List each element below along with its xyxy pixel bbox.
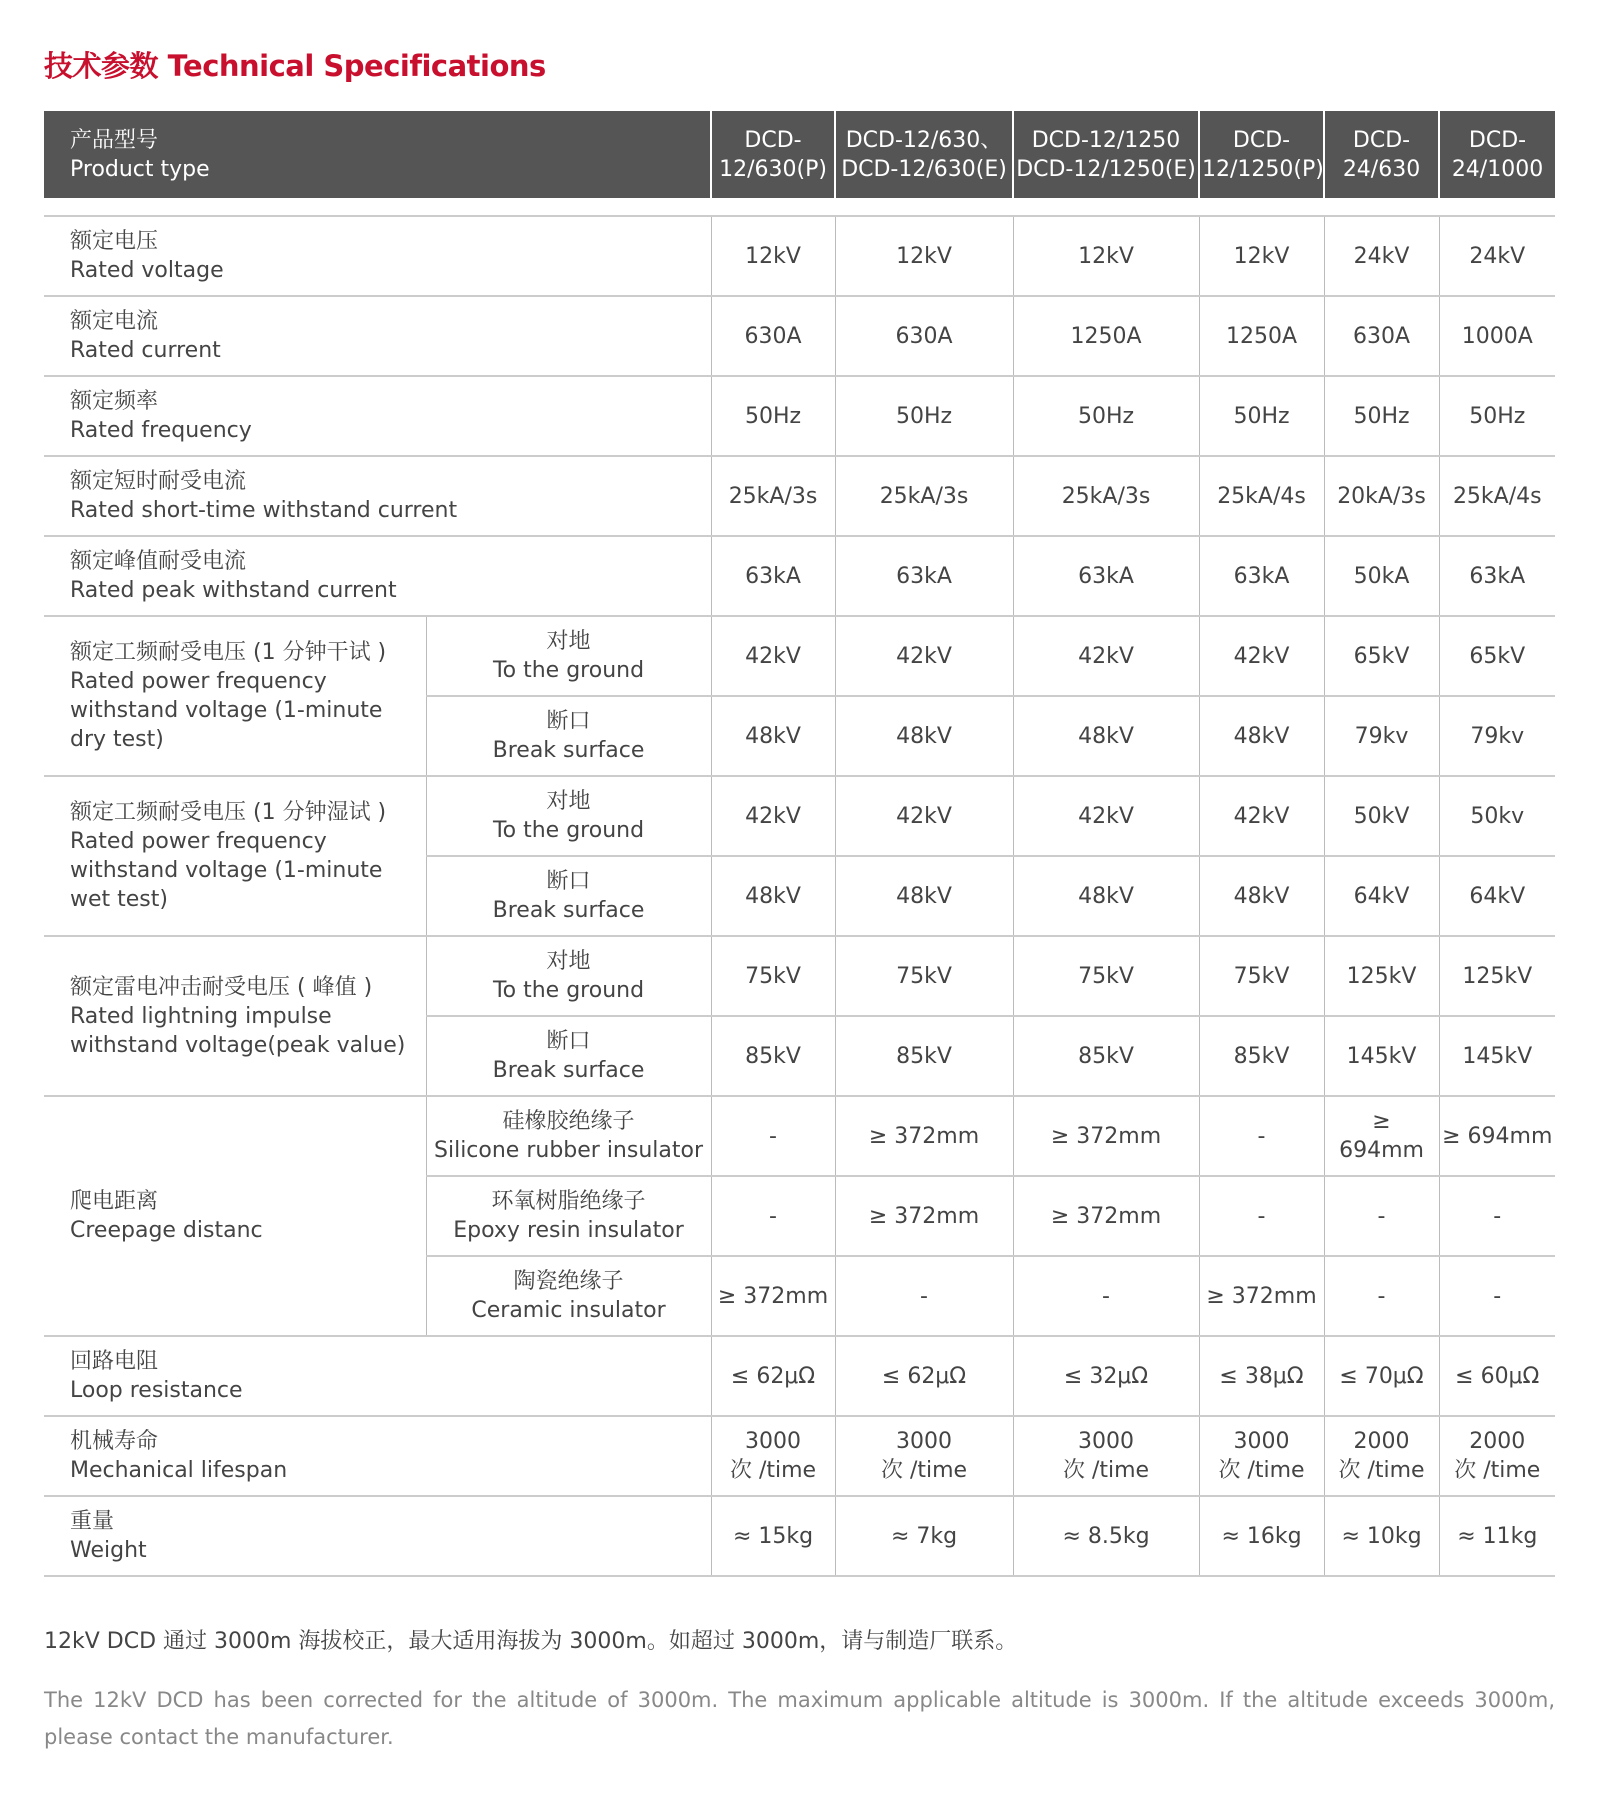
label-cn: 额定工频耐受电压 (1 分钟干试 )	[70, 640, 387, 665]
label-en: Mechanical lifespan	[70, 1458, 288, 1483]
label-cn: 额定峰值耐受电流	[70, 549, 247, 574]
value-cell: 42kV	[1199, 776, 1324, 856]
label-en: Rated power frequency withstand voltage (1-minute wet test)	[70, 829, 383, 912]
value-cell: 3000 次 /time	[835, 1416, 1013, 1496]
value-cell: 75kV	[1199, 936, 1324, 1016]
value-cell: 85kV	[1013, 1016, 1199, 1096]
value-cell: -	[1013, 1256, 1199, 1336]
value-cell: 3000 次 /time	[1013, 1416, 1199, 1496]
label-cn: 额定电流	[70, 309, 159, 334]
value-cell: ≥ 372mm	[835, 1176, 1013, 1256]
header-label-cn: 产品型号	[70, 127, 159, 153]
label-cn: 断口	[546, 709, 591, 734]
table-row	[44, 376, 1555, 456]
value-cell: 125kV	[1439, 936, 1555, 1016]
label-en: Rated current	[70, 338, 221, 363]
value-cell: 25kA/3s	[835, 456, 1013, 536]
label-en: Ceramic insulator	[471, 1298, 666, 1323]
sub-row-label	[426, 696, 711, 776]
value-cell: 12kV	[1013, 216, 1199, 296]
value-cell: 75kV	[1013, 936, 1199, 1016]
value-cell: 12kV	[711, 216, 835, 296]
label-en: Rated power frequency withstand voltage (1-minute dry test)	[70, 669, 383, 752]
value-cell: -	[1324, 1176, 1439, 1256]
value-cell: ≈ 16kg	[1199, 1496, 1324, 1576]
value-cell: 42kV	[1199, 616, 1324, 696]
value-cell: 2000 次 /time	[1439, 1416, 1555, 1496]
value-cell: 12kV	[835, 216, 1013, 296]
row-label	[44, 1336, 711, 1416]
value-cell: 48kV	[835, 696, 1013, 776]
value-cell: 85kV	[1199, 1016, 1324, 1096]
value-cell: 48kV	[711, 856, 835, 936]
model-header: DCD- 24/1000	[1439, 111, 1555, 198]
label-cn: 额定频率	[70, 389, 159, 414]
table-row	[44, 616, 1555, 696]
value-cell: 63kA	[1199, 536, 1324, 616]
header-label-en: Product type	[70, 156, 210, 182]
value-cell: 1250A	[1013, 296, 1199, 376]
label-cn: 对地	[546, 949, 591, 974]
label-cn: 对地	[546, 629, 591, 654]
value-cell: ≈ 8.5kg	[1013, 1496, 1199, 1576]
value-cell: 24kV	[1439, 216, 1555, 296]
value-cell: 63kA	[835, 536, 1013, 616]
value-cell: 75kV	[835, 936, 1013, 1016]
table-row	[44, 296, 1555, 376]
label-en: Rated frequency	[70, 418, 252, 443]
label-cn: 断口	[546, 1029, 591, 1054]
value-cell: ≤ 60μΩ	[1439, 1336, 1555, 1416]
value-cell: 50Hz	[835, 376, 1013, 456]
value-cell: -	[835, 1256, 1013, 1336]
value-cell: 125kV	[1324, 936, 1439, 1016]
label-en: To the ground	[492, 658, 645, 683]
value-cell: ≈ 11kg	[1439, 1496, 1555, 1576]
note-chinese: 12kV DCD 通过 3000m 海拔校正，最大适用海拔为 3000m。如超过 3000m，请与制造厂联系。	[44, 1629, 1018, 1654]
value-cell: 50kA	[1324, 536, 1439, 616]
value-cell: 145kV	[1324, 1016, 1439, 1096]
value-cell: 48kV	[835, 856, 1013, 936]
value-cell: 85kV	[711, 1016, 835, 1096]
value-cell: 63kA	[711, 536, 835, 616]
table-row	[44, 536, 1555, 616]
label-cn: 额定短时耐受电流	[70, 469, 247, 494]
header-row	[44, 111, 1555, 198]
label-en: Break surface	[492, 738, 645, 763]
value-cell: 64kV	[1324, 856, 1439, 936]
spec-table	[44, 111, 1555, 1577]
row-label	[44, 1496, 711, 1576]
note-english: The 12kV DCD has been corrected for the altitude of 3000m. The maximum applicable altitude is 3000m. If the altitude exceeds 3000m, please contact the manufacturer.	[44, 1688, 1555, 1749]
value-cell: 42kV	[835, 776, 1013, 856]
label-cn: 对地	[546, 789, 591, 814]
sub-row-label	[426, 1096, 711, 1176]
value-cell: ≥ 694mm	[1324, 1096, 1439, 1176]
page-title: 技术参数 Technical Specifications	[44, 49, 546, 83]
table-row	[44, 1096, 1555, 1176]
sub-row-label	[426, 616, 711, 696]
value-cell: 630A	[835, 296, 1013, 376]
label-en: To the ground	[492, 818, 645, 843]
sub-row-label	[426, 1176, 711, 1256]
value-cell: -	[1439, 1256, 1555, 1336]
value-cell: 42kV	[711, 776, 835, 856]
value-cell: 48kV	[711, 696, 835, 776]
value-cell: -	[1199, 1176, 1324, 1256]
value-cell: 63kA	[1013, 536, 1199, 616]
value-cell: 24kV	[1324, 216, 1439, 296]
label-en: Break surface	[492, 898, 645, 923]
value-cell: 3000 次 /time	[711, 1416, 835, 1496]
value-cell: ≈ 15kg	[711, 1496, 835, 1576]
value-cell: 3000 次 /time	[1199, 1416, 1324, 1496]
value-cell: -	[1199, 1096, 1324, 1176]
table-row	[44, 216, 1555, 296]
value-cell: 63kA	[1439, 536, 1555, 616]
value-cell: 20kA/3s	[1324, 456, 1439, 536]
value-cell: ≥ 372mm	[711, 1256, 835, 1336]
value-cell: 50Hz	[1439, 376, 1555, 456]
value-cell: 65kV	[1324, 616, 1439, 696]
value-cell: 85kV	[835, 1016, 1013, 1096]
value-cell: 50Hz	[1199, 376, 1324, 456]
table-row	[44, 776, 1555, 856]
value-cell: 25kA/3s	[711, 456, 835, 536]
value-cell: 48kV	[1199, 696, 1324, 776]
value-cell: ≈ 7kg	[835, 1496, 1013, 1576]
label-en: Epoxy resin insulator	[453, 1218, 684, 1243]
table-row	[44, 456, 1555, 536]
value-cell: 42kV	[835, 616, 1013, 696]
value-cell: 42kV	[711, 616, 835, 696]
value-cell: 145kV	[1439, 1016, 1555, 1096]
sub-row-label	[426, 776, 711, 856]
label-cn: 回路电阻	[70, 1349, 159, 1374]
row-label	[44, 376, 711, 456]
value-cell: -	[711, 1176, 835, 1256]
value-cell: 64kV	[1439, 856, 1555, 936]
model-header: DCD-12/1250 DCD-12/1250(E)	[1013, 111, 1199, 198]
table-row	[44, 1496, 1555, 1576]
value-cell: 25kA/4s	[1199, 456, 1324, 536]
model-header: DCD- 12/630(P)	[711, 111, 835, 198]
label-cn: 爬电距离	[70, 1189, 159, 1214]
row-label	[44, 456, 711, 536]
sub-row-label	[426, 936, 711, 1016]
table-row	[44, 1336, 1555, 1416]
value-cell: 75kV	[711, 936, 835, 1016]
value-cell: ≤ 70μΩ	[1324, 1336, 1439, 1416]
row-label	[44, 776, 426, 936]
value-cell: ≥ 372mm	[1013, 1176, 1199, 1256]
value-cell: ≥ 372mm	[1199, 1256, 1324, 1336]
row-label	[44, 936, 426, 1096]
row-label	[44, 1416, 711, 1496]
value-cell: 65kV	[1439, 616, 1555, 696]
value-cell: 2000 次 /time	[1324, 1416, 1439, 1496]
value-cell: 1250A	[1199, 296, 1324, 376]
row-label	[44, 216, 711, 296]
value-cell: 48kV	[1013, 856, 1199, 936]
label-en: To the ground	[492, 978, 645, 1003]
value-cell: ≥ 694mm	[1439, 1096, 1555, 1176]
table-row	[44, 936, 1555, 1016]
value-cell: -	[1439, 1176, 1555, 1256]
sub-row-label	[426, 1016, 711, 1096]
value-cell: 79kv	[1324, 696, 1439, 776]
label-cn: 重量	[70, 1509, 115, 1534]
label-cn: 额定电压	[70, 229, 159, 254]
value-cell: -	[1324, 1256, 1439, 1336]
value-cell: 50Hz	[1324, 376, 1439, 456]
label-en: Rated voltage	[70, 258, 224, 283]
row-label	[44, 616, 426, 776]
model-header: DCD- 12/1250(P)	[1199, 111, 1324, 198]
value-cell: 25kA/3s	[1013, 456, 1199, 536]
label-cn: 额定雷电冲击耐受电压 ( 峰值 )	[70, 974, 373, 1000]
row-label	[44, 296, 711, 376]
value-cell: 79kv	[1439, 696, 1555, 776]
product-type-header	[44, 111, 711, 198]
table-row	[44, 1416, 1555, 1496]
value-cell: ≤ 32μΩ	[1013, 1336, 1199, 1416]
value-cell: 630A	[1324, 296, 1439, 376]
label-cn: 硅橡胶绝缘子	[502, 1109, 635, 1134]
value-cell: ≥ 372mm	[1013, 1096, 1199, 1176]
label-cn: 断口	[546, 869, 591, 894]
value-cell: ≥ 372mm	[835, 1096, 1013, 1176]
label-en: Silicone rubber insulator	[434, 1138, 704, 1163]
label-en: Rated short-time withstand current	[70, 498, 458, 523]
value-cell: 42kV	[1013, 776, 1199, 856]
label-en: Rated lightning impulse withstand voltage(peak value)	[70, 1003, 406, 1058]
value-cell: ≈ 10kg	[1324, 1496, 1439, 1576]
value-cell: ≤ 62μΩ	[835, 1336, 1013, 1416]
value-cell: ≤ 38μΩ	[1199, 1336, 1324, 1416]
value-cell: 50Hz	[711, 376, 835, 456]
value-cell: 1000A	[1439, 296, 1555, 376]
value-cell: 50kv	[1439, 776, 1555, 856]
value-cell: 630A	[711, 296, 835, 376]
value-cell: 42kV	[1013, 616, 1199, 696]
value-cell: 50Hz	[1013, 376, 1199, 456]
row-label	[44, 536, 711, 616]
model-header: DCD- 24/630	[1324, 111, 1439, 198]
model-header: DCD-12/630、 DCD-12/630(E)	[835, 111, 1013, 198]
label-cn: 环氧树脂绝缘子	[491, 1189, 646, 1214]
row-label	[44, 1096, 426, 1336]
value-cell: 48kV	[1013, 696, 1199, 776]
value-cell: 25kA/4s	[1439, 456, 1555, 536]
label-en: Creepage distanc	[70, 1218, 263, 1243]
label-cn: 陶瓷绝缘子	[513, 1269, 624, 1294]
label-en: Loop resistance	[70, 1378, 243, 1403]
value-cell: 50kV	[1324, 776, 1439, 856]
label-cn: 额定工频耐受电压 (1 分钟湿试 )	[70, 800, 387, 825]
value-cell: 12kV	[1199, 216, 1324, 296]
value-cell: 48kV	[1199, 856, 1324, 936]
sub-row-label	[426, 856, 711, 936]
value-cell: -	[711, 1096, 835, 1176]
sub-row-label	[426, 1256, 711, 1336]
label-cn: 机械寿命	[70, 1429, 159, 1454]
value-cell: ≤ 62μΩ	[711, 1336, 835, 1416]
label-en: Break surface	[492, 1058, 645, 1083]
label-en: Weight	[70, 1538, 147, 1563]
label-en: Rated peak withstand current	[70, 578, 397, 603]
